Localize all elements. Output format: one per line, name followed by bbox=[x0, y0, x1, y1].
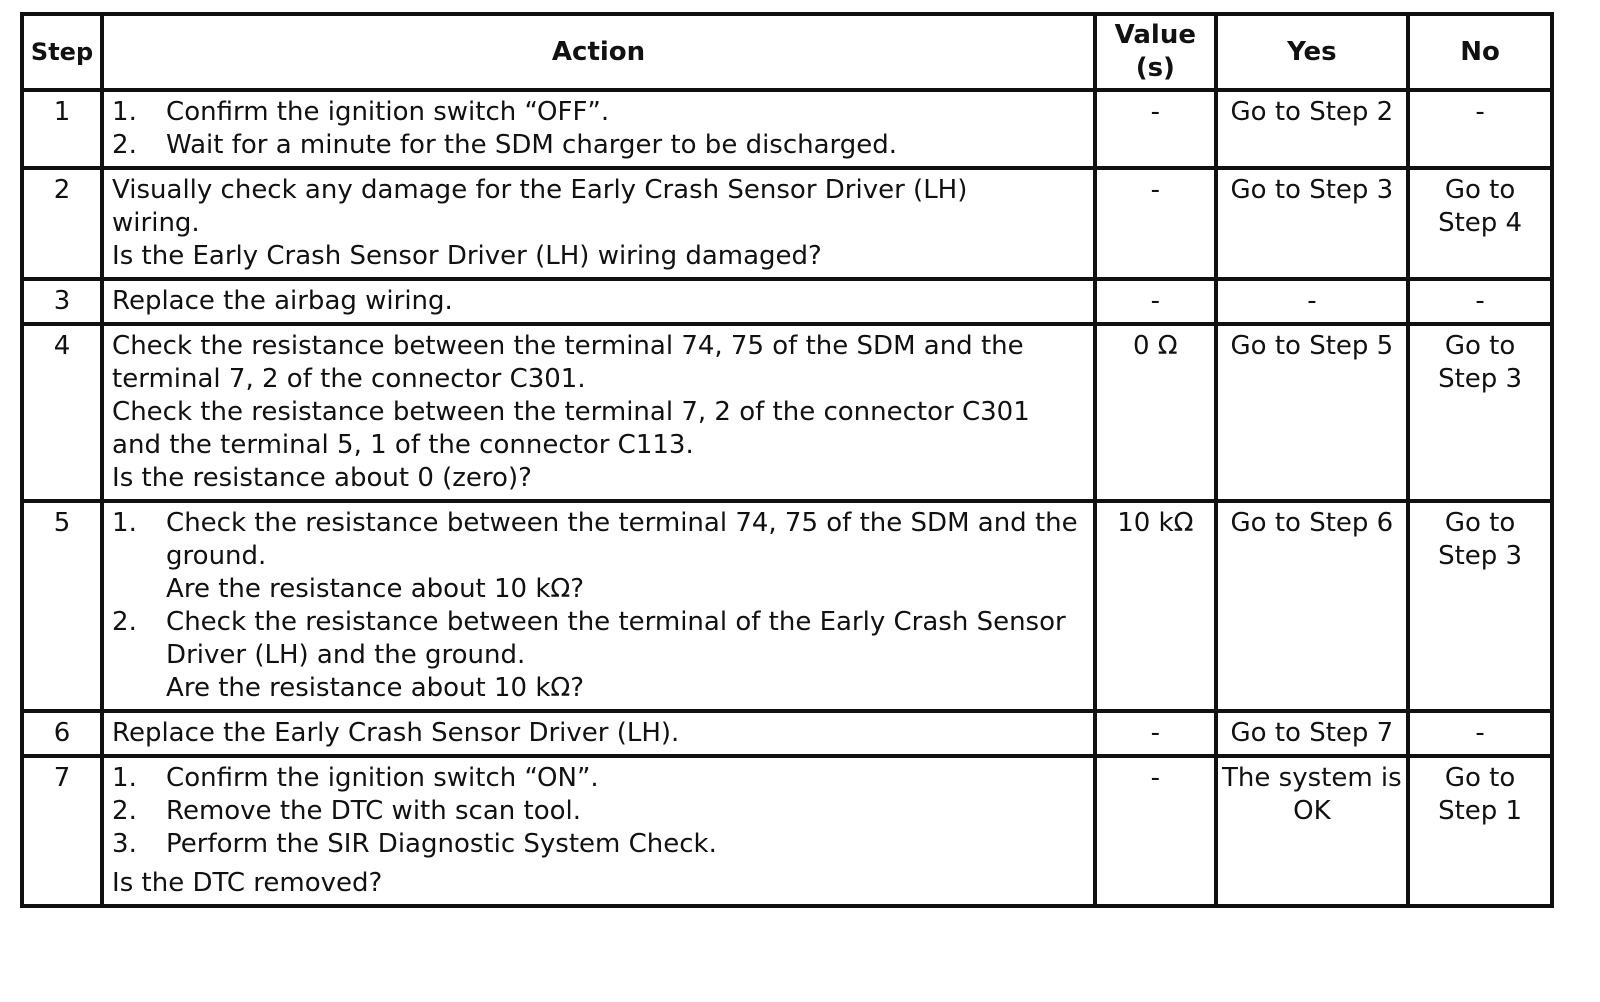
action-step: Remove the DTC with scan tool. bbox=[166, 796, 581, 826]
action-question: Is the resistance about 0 (zero)? bbox=[112, 463, 532, 493]
table-row bbox=[24, 170, 1550, 281]
action-text: Replace the airbag wiring. bbox=[112, 286, 453, 316]
diagnostic-table bbox=[20, 12, 1554, 908]
table-row bbox=[24, 758, 1550, 904]
no-cell: Go to Step 4 bbox=[1410, 170, 1550, 281]
action-question: Is the DTC removed? bbox=[112, 868, 383, 898]
action-cell bbox=[104, 281, 1097, 326]
no-cell: - bbox=[1410, 713, 1550, 758]
yes-cell: Go to Step 3 bbox=[1218, 170, 1411, 281]
action-step: Confirm the ignition switch “OFF”. bbox=[166, 97, 610, 127]
yes-cell: Go to Step 5 bbox=[1218, 326, 1411, 503]
no-cell: - bbox=[1410, 92, 1550, 170]
yes-cell: - bbox=[1218, 281, 1411, 326]
header-row bbox=[24, 16, 1550, 92]
action-text: Check the resistance between the terminal 7, 2 of the connector C301 and the terminal 5, 1 of the connector C113. bbox=[112, 397, 1030, 460]
action-step: Perform the SIR Diagnostic System Check. bbox=[166, 829, 717, 859]
action-cell bbox=[104, 326, 1097, 503]
yes-cell: Go to Step 2 bbox=[1218, 92, 1411, 170]
value-cell: - bbox=[1097, 713, 1218, 758]
no-cell: Go to Step 3 bbox=[1410, 503, 1550, 713]
header-yes: Yes bbox=[1218, 16, 1411, 92]
step-number: 6 bbox=[24, 713, 104, 758]
no-cell: - bbox=[1410, 281, 1550, 326]
action-cell: 1. Check the resistance between the terminal 74, 75 of the SDM and the ground. Are the resistance about 10 kΩ? 2. Check the resistance between the terminal of the Early Crash Sensor Driver (LH) and the ground. Are the resistance about 10 kΩ? bbox=[104, 503, 1097, 713]
value-cell: - bbox=[1097, 281, 1218, 326]
action-cell: 1. Confirm the ignition switch “ON”. 2. Remove the DTC with scan tool. 3. Perform the SIR Diagnostic System Check. Is the DTC removed? bbox=[104, 758, 1097, 904]
value-cell: 0 Ω bbox=[1097, 326, 1218, 503]
action-text: Visually check any damage for the Early Crash Sensor Driver (LH) wiring. bbox=[112, 175, 968, 238]
action-text: Check the resistance between the terminal 74, 75 of the SDM and the terminal 7, 2 of the connector C301. bbox=[112, 331, 1024, 394]
value-cell: 10 kΩ bbox=[1097, 503, 1218, 713]
action-step: Confirm the ignition switch “ON”. bbox=[166, 763, 599, 793]
action-cell bbox=[104, 170, 1097, 281]
action-question: Is the Early Crash Sensor Driver (LH) wiring damaged? bbox=[112, 241, 822, 271]
value-cell: - bbox=[1097, 92, 1218, 170]
table-row bbox=[24, 281, 1550, 326]
table-row bbox=[24, 503, 1550, 713]
step-number: 7 bbox=[24, 758, 104, 904]
action-text: Replace the Early Crash Sensor Driver (LH). bbox=[112, 718, 680, 748]
step-number: 2 bbox=[24, 170, 104, 281]
header-action: Action bbox=[104, 16, 1097, 92]
step-number: 5 bbox=[24, 503, 104, 713]
header-no: No bbox=[1410, 16, 1550, 92]
step-number: 4 bbox=[24, 326, 104, 503]
value-cell: - bbox=[1097, 170, 1218, 281]
header-value: Value (s) bbox=[1097, 16, 1218, 92]
header-step: Step bbox=[24, 16, 104, 92]
step-number: 3 bbox=[24, 281, 104, 326]
action-question: Are the resistance about 10 kΩ? bbox=[166, 673, 585, 703]
step-number: 1 bbox=[24, 92, 104, 170]
table-row bbox=[24, 713, 1550, 758]
no-cell: Go to Step 1 bbox=[1438, 763, 1523, 826]
action-question: Are the resistance about 10 kΩ? bbox=[166, 574, 585, 604]
action-cell bbox=[104, 713, 1097, 758]
table-row bbox=[24, 92, 1550, 170]
yes-cell: Go to Step 7 bbox=[1218, 713, 1411, 758]
table-row bbox=[24, 326, 1550, 503]
value-cell: - bbox=[1097, 758, 1218, 904]
yes-cell: Go to Step 6 bbox=[1218, 503, 1411, 713]
yes-cell: The system is OK bbox=[1218, 758, 1411, 904]
action-cell: 1. Confirm the ignition switch “OFF”. 2. Wait for a minute for the SDM charger to be discharged. bbox=[104, 92, 1097, 170]
action-step: Check the resistance between the terminal 74, 75 of the SDM and the ground. bbox=[166, 508, 1078, 571]
action-step: Wait for a minute for the SDM charger to be discharged. bbox=[166, 130, 898, 160]
no-cell: Go to Step 3 bbox=[1410, 326, 1550, 503]
action-step: Check the resistance between the terminal of the Early Crash Sensor Driver (LH) and the ground. bbox=[166, 607, 1066, 670]
